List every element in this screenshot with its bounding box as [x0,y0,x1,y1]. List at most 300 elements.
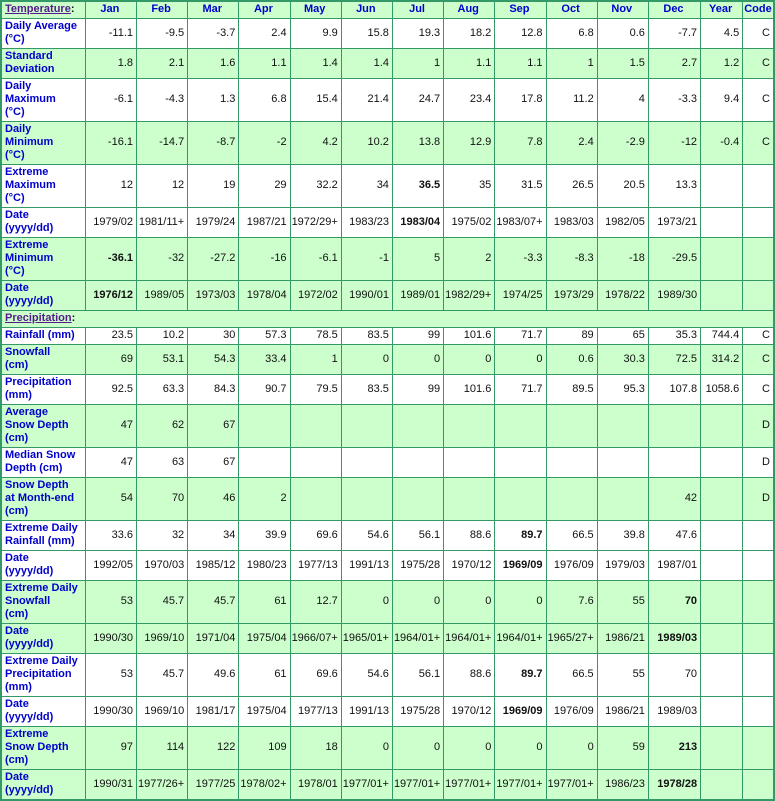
value-cell: -29.5 [648,238,700,281]
value-cell [495,405,546,448]
value-cell: 42 [648,478,700,521]
table-row [1,375,774,405]
value-cell: 1986/21 [597,624,648,654]
row-label: Extreme Daily Precipitation (mm) [1,654,85,697]
value-cell: 7.8 [495,122,546,165]
value-cell: -3.7 [188,19,239,49]
month-header: Aug [444,1,495,19]
value-cell: 1969/10 [137,624,188,654]
code-cell: C [743,19,774,49]
year-cell [701,165,743,208]
value-cell: 1985/12 [188,551,239,581]
year-cell: 1.2 [701,49,743,79]
value-cell: 67 [188,448,239,478]
value-cell: 1990/31 [85,770,136,801]
year-cell [701,208,743,238]
value-cell: 1965/01+ [341,624,392,654]
table-row [1,521,774,551]
value-cell: 1973/21 [648,208,700,238]
table-row [1,654,774,697]
month-header: Jan [85,1,136,19]
value-cell: 66.5 [546,521,597,551]
value-cell: 6.8 [239,79,290,122]
value-cell: 1970/03 [137,551,188,581]
value-cell: 1977/01+ [495,770,546,801]
row-label: Daily Average (°C) [1,19,85,49]
value-cell: 2 [239,478,290,521]
value-cell: 1.4 [341,49,392,79]
code-header: Code [743,1,774,19]
value-cell: 2.1 [137,49,188,79]
value-cell: 1.1 [495,49,546,79]
value-cell: 1975/02 [444,208,495,238]
value-cell: 1964/01+ [444,624,495,654]
code-cell [743,281,774,311]
value-cell: 26.5 [546,165,597,208]
table-row [1,551,774,581]
month-header: Jul [392,1,443,19]
value-cell: 6.8 [546,19,597,49]
value-cell: 1.1 [239,49,290,79]
year-cell [701,238,743,281]
value-cell: 1990/30 [85,697,136,727]
value-cell: -8.3 [546,238,597,281]
value-cell: 13.8 [392,122,443,165]
value-cell: -6.1 [290,238,341,281]
value-cell: 1982/29+ [444,281,495,311]
month-header: Oct [546,1,597,19]
value-cell: 101.6 [444,375,495,405]
value-cell: 33.4 [239,345,290,375]
value-cell: 12 [85,165,136,208]
value-cell: 0 [444,345,495,375]
month-header: Sep [495,1,546,19]
value-cell: 53.1 [137,345,188,375]
value-cell: 1979/03 [597,551,648,581]
precipitation-section-link[interactable]: Precipitation [5,312,72,324]
month-header: Nov [597,1,648,19]
value-cell: 19 [188,165,239,208]
value-cell: 35.3 [648,328,700,345]
value-cell: 1992/05 [85,551,136,581]
value-cell: 109 [239,727,290,770]
value-cell: 46 [188,478,239,521]
value-cell: 61 [239,654,290,697]
year-cell [701,281,743,311]
value-cell: 12.7 [290,581,341,624]
value-cell: 47 [85,448,136,478]
table-row [1,328,774,345]
value-cell: 89.5 [546,375,597,405]
value-cell: -7.7 [648,19,700,49]
value-cell: 99 [392,328,443,345]
value-cell: 78.5 [290,328,341,345]
value-cell [239,405,290,448]
value-cell: 54.3 [188,345,239,375]
value-cell [341,478,392,521]
value-cell: 69.6 [290,654,341,697]
value-cell: 0 [495,345,546,375]
value-cell: 30.3 [597,345,648,375]
value-cell [239,448,290,478]
value-cell: 39.9 [239,521,290,551]
table-row [1,770,774,801]
code-cell [743,770,774,801]
code-cell [743,551,774,581]
value-cell: 1976/09 [546,551,597,581]
value-cell: 122 [188,727,239,770]
year-cell: 314.2 [701,345,743,375]
value-cell: 1981/11+ [137,208,188,238]
value-cell: 1977/25 [188,770,239,801]
year-cell [701,770,743,801]
value-cell [495,448,546,478]
value-cell [597,478,648,521]
year-cell: 4.5 [701,19,743,49]
table-body [1,1,774,800]
value-cell: 1965/27+ [546,624,597,654]
code-cell: D [743,478,774,521]
code-cell: C [743,375,774,405]
row-label: Date (yyyy/dd) [1,551,85,581]
row-label: Date (yyyy/dd) [1,624,85,654]
value-cell [546,448,597,478]
month-header: May [290,1,341,19]
month-header: Dec [648,1,700,19]
year-cell: 9.4 [701,79,743,122]
code-cell [743,697,774,727]
row-label: Daily Minimum (°C) [1,122,85,165]
value-cell: 4 [597,79,648,122]
value-cell: -4.3 [137,79,188,122]
value-cell: 7.6 [546,581,597,624]
value-cell: 95.3 [597,375,648,405]
table-row [1,1,774,19]
year-cell [701,727,743,770]
value-cell: 1978/04 [239,281,290,311]
value-cell: 1977/01+ [444,770,495,801]
value-cell: 1978/28 [648,770,700,801]
value-cell: 32.2 [290,165,341,208]
value-cell [341,448,392,478]
value-cell: 54.6 [341,521,392,551]
value-cell: 1977/01+ [546,770,597,801]
value-cell: -6.1 [85,79,136,122]
temperature-section-link[interactable]: Temperature [5,3,71,15]
value-cell: 0 [546,727,597,770]
row-label: Rainfall (mm) [1,328,85,345]
value-cell: 47 [85,405,136,448]
value-cell: 1975/28 [392,551,443,581]
value-cell: 1991/13 [341,551,392,581]
value-cell: -11.1 [85,19,136,49]
value-cell: 1.3 [188,79,239,122]
code-cell: D [743,405,774,448]
value-cell: -18 [597,238,648,281]
value-cell: 18 [290,727,341,770]
value-cell: 84.3 [188,375,239,405]
value-cell: 54 [85,478,136,521]
value-cell: 1977/13 [290,697,341,727]
row-label: Daily Maximum (°C) [1,79,85,122]
value-cell: 89.7 [495,654,546,697]
value-cell: 1983/04 [392,208,443,238]
value-cell: 1976/09 [546,697,597,727]
value-cell: 0.6 [546,345,597,375]
value-cell: 2.4 [546,122,597,165]
code-cell [743,581,774,624]
value-cell [495,478,546,521]
value-cell [444,478,495,521]
value-cell: 0 [341,581,392,624]
value-cell: 1970/12 [444,551,495,581]
value-cell: 57.3 [239,328,290,345]
value-cell: 4.2 [290,122,341,165]
year-cell [701,448,743,478]
value-cell: 59 [597,727,648,770]
value-cell: 63 [137,448,188,478]
value-cell: 1990/01 [341,281,392,311]
value-cell: 1978/22 [597,281,648,311]
year-cell: 744.4 [701,328,743,345]
year-cell [701,521,743,551]
table-row [1,345,774,375]
year-cell [701,478,743,521]
table-row [1,448,774,478]
year-cell [701,624,743,654]
value-cell: 0 [444,581,495,624]
month-header: Jun [341,1,392,19]
value-cell: 39.8 [597,521,648,551]
value-cell: 1989/05 [137,281,188,311]
value-cell: 21.4 [341,79,392,122]
value-cell [392,448,443,478]
value-cell: 62 [137,405,188,448]
year-cell: 1058.6 [701,375,743,405]
value-cell: 1983/03 [546,208,597,238]
year-cell [701,654,743,697]
row-label: Precipitation (mm) [1,375,85,405]
row-label: Standard Deviation [1,49,85,79]
value-cell: -2.9 [597,122,648,165]
value-cell: 34 [341,165,392,208]
table-row [1,238,774,281]
row-label: Extreme Daily Rainfall (mm) [1,521,85,551]
colon: : [71,312,76,324]
value-cell: -12 [648,122,700,165]
row-label: Extreme Minimum (°C) [1,238,85,281]
table-row [1,581,774,624]
value-cell: 1989/03 [648,697,700,727]
year-cell [701,697,743,727]
value-cell: 89 [546,328,597,345]
code-cell: C [743,328,774,345]
code-cell [743,654,774,697]
value-cell: 213 [648,727,700,770]
value-cell: 53 [85,581,136,624]
value-cell: 1987/21 [239,208,290,238]
value-cell: 0.6 [597,19,648,49]
value-cell: 1977/01+ [341,770,392,801]
value-cell: 34 [188,521,239,551]
value-cell: 1.6 [188,49,239,79]
value-cell [546,478,597,521]
year-cell [701,581,743,624]
value-cell: 15.8 [341,19,392,49]
value-cell [546,405,597,448]
value-cell: 12.9 [444,122,495,165]
row-label: Extreme Maximum (°C) [1,165,85,208]
value-cell: 92.5 [85,375,136,405]
value-cell: 69 [85,345,136,375]
month-header: Feb [137,1,188,19]
value-cell: 55 [597,581,648,624]
value-cell: 1978/02+ [239,770,290,801]
value-cell: 1983/07+ [495,208,546,238]
value-cell: 56.1 [392,521,443,551]
value-cell: 1971/04 [188,624,239,654]
row-label: Extreme Snow Depth (cm) [1,727,85,770]
row-label: Date (yyyy/dd) [1,697,85,727]
value-cell: 1983/23 [341,208,392,238]
value-cell: 1989/03 [648,624,700,654]
row-label: Average Snow Depth (cm) [1,405,85,448]
value-cell: 17.8 [495,79,546,122]
code-cell [743,165,774,208]
value-cell: 12 [137,165,188,208]
value-cell: 1964/01+ [392,624,443,654]
code-cell [743,238,774,281]
row-label: Median Snow Depth (cm) [1,448,85,478]
value-cell [392,478,443,521]
value-cell: 36.5 [392,165,443,208]
value-cell: 0 [444,727,495,770]
colon: : [70,3,75,15]
value-cell: 1974/25 [495,281,546,311]
value-cell: 0 [495,727,546,770]
value-cell: 1987/01 [648,551,700,581]
code-cell: C [743,79,774,122]
value-cell: 107.8 [648,375,700,405]
value-cell [290,405,341,448]
value-cell: 1972/29+ [290,208,341,238]
value-cell: -9.5 [137,19,188,49]
value-cell: 55 [597,654,648,697]
value-cell: 11.2 [546,79,597,122]
value-cell: 1977/26+ [137,770,188,801]
value-cell: 15.4 [290,79,341,122]
value-cell: -3.3 [495,238,546,281]
value-cell: 0 [341,727,392,770]
value-cell: 71.7 [495,375,546,405]
value-cell: 13.3 [648,165,700,208]
value-cell: 0 [392,345,443,375]
table-row [1,49,774,79]
value-cell: 1975/04 [239,697,290,727]
value-cell: 45.7 [137,654,188,697]
value-cell: 1970/12 [444,697,495,727]
value-cell: 5 [392,238,443,281]
value-cell: -1 [341,238,392,281]
value-cell: 114 [137,727,188,770]
value-cell: 0 [341,345,392,375]
value-cell: 1978/01 [290,770,341,801]
value-cell: 33.6 [85,521,136,551]
value-cell: 1973/29 [546,281,597,311]
month-header: Apr [239,1,290,19]
value-cell [392,405,443,448]
value-cell: 83.5 [341,328,392,345]
value-cell: 12.8 [495,19,546,49]
value-cell: 1989/30 [648,281,700,311]
value-cell [648,448,700,478]
value-cell: 23.4 [444,79,495,122]
table-row [1,697,774,727]
value-cell: 1.1 [444,49,495,79]
table-row [1,165,774,208]
value-cell: 72.5 [648,345,700,375]
value-cell: 20.5 [597,165,648,208]
value-cell: 90.7 [239,375,290,405]
code-cell: C [743,49,774,79]
value-cell: 23.5 [85,328,136,345]
table-row [1,311,774,328]
value-cell: -2 [239,122,290,165]
value-cell: 1 [392,49,443,79]
value-cell: 24.7 [392,79,443,122]
value-cell: 1989/01 [392,281,443,311]
value-cell: 0 [495,581,546,624]
code-cell: D [743,448,774,478]
code-cell: C [743,122,774,165]
value-cell: 0 [392,581,443,624]
table-row [1,122,774,165]
value-cell: 19.3 [392,19,443,49]
value-cell [597,405,648,448]
year-cell: -0.4 [701,122,743,165]
code-cell [743,624,774,654]
value-cell: 1972/02 [290,281,341,311]
value-cell: 65 [597,328,648,345]
value-cell: 10.2 [341,122,392,165]
value-cell: 1982/05 [597,208,648,238]
value-cell: 63.3 [137,375,188,405]
code-cell [743,521,774,551]
value-cell: 1975/04 [239,624,290,654]
table-row [1,281,774,311]
value-cell: 69.6 [290,521,341,551]
row-label: Date (yyyy/dd) [1,281,85,311]
value-cell: 70 [648,654,700,697]
value-cell: 1975/28 [392,697,443,727]
value-cell [648,405,700,448]
row-label: Snowfall (cm) [1,345,85,375]
value-cell: 2.4 [239,19,290,49]
value-cell: -16.1 [85,122,136,165]
value-cell: -14.7 [137,122,188,165]
value-cell: 1 [290,345,341,375]
value-cell: 1980/23 [239,551,290,581]
value-cell [597,448,648,478]
value-cell: 1986/23 [597,770,648,801]
table-row [1,208,774,238]
value-cell: 71.7 [495,328,546,345]
row-label: Extreme Daily Snowfall (cm) [1,581,85,624]
value-cell: -3.3 [648,79,700,122]
value-cell: 1969/09 [495,697,546,727]
value-cell [341,405,392,448]
value-cell [444,448,495,478]
